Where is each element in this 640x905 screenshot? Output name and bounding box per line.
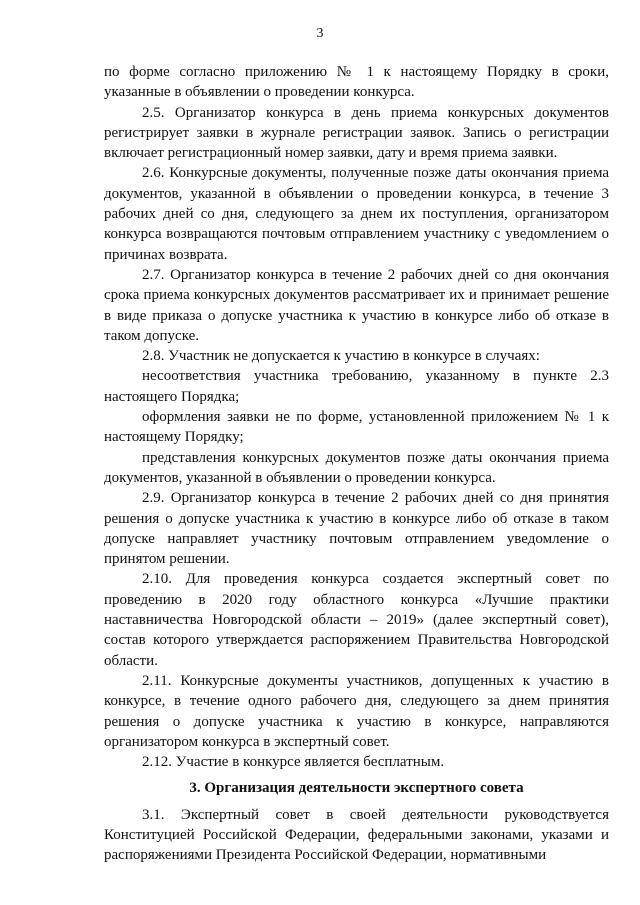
paragraph-2-9: 2.9. Организатор конкурса в течение 2 рабочих дней со дня принятия решения о допуске участника к участию в конкурсе либо об отказе в таком допуске направляет участнику почтовым отправлением уведомление о принятом решении.	[104, 490, 609, 568]
list-item-wrong-form: оформления заявки не по форме, установленной приложением № 1 к настоящему Порядку;	[104, 409, 609, 446]
paragraph-2-7: 2.7. Организатор конкурса в течение 2 рабочих дней со дня окончания срока приема конкурсных документов рассматривает их и принимает решение в виде приказа о допуске участника к участию в конкурсе либо об отказе в таком допуске.	[104, 266, 609, 344]
list-item-nonconformity: несоответствия участника требованию, указанному в пункте 2.3 настоящего Порядка;	[104, 368, 609, 405]
paragraph-2-6: 2.6. Конкурсные документы, полученные позже даты окончания приема документов, указанной в объявлении о проведении конкурса, в течение 3 рабочих дней со дня, следующего за днем их поступления, организатором конкурса возвращаются почтовым отправлением участнику с уведомлением о причинах возврата.	[104, 165, 609, 263]
document-body	[104, 62, 609, 866]
paragraph-2-8: 2.8. Участник не допускается к участию в конкурсе в случаях:	[142, 348, 540, 365]
paragraph-2-10: 2.10. Для проведения конкурса создается экспертный совет по проведению в 2020 году областного конкурса «Лучшие практики наставничества Новгородской области – 2019» (далее экспертный совет), состав которого утверждается распоряжением Правительства Новгородской области.	[104, 571, 609, 669]
paragraph-3-1: 3.1. Экспертный совет в своей деятельности руководствуется Конституцией Российской Федерации, федеральными законами, указами и распоряжениями Президента Российской Федерации, нормативными	[104, 806, 609, 864]
section-heading: 3. Организация деятельности экспертного совета	[189, 780, 524, 797]
paragraph-2-12: 2.12. Участие в конкурсе является бесплатным.	[142, 754, 445, 771]
page-number: 3	[316, 26, 324, 41]
paragraph-2-11: 2.11. Конкурсные документы участников, допущенных к участию в конкурсе, в течение одного рабочего дня, следующего за днем принятия решения о допуске участника к участию в конкурсе, направляются организатором конкурса в экспертный совет.	[104, 672, 609, 750]
paragraph-2-5: 2.5. Организатор конкурса в день приема конкурсных документов регистрирует заявки в журнале регистрации заявок. Запись о регистрации включает регистрационный номер заявки, дату и время приема заявки.	[104, 104, 609, 162]
list-item-late-submission: представления конкурсных документов позже даты окончания приема документов, указанной в объявлении о проведении конкурса.	[104, 449, 609, 486]
paragraph-continuation: по форме согласно приложению № 1 к настоящему Порядку в сроки, указанные в объявлении о проведении конкурса.	[104, 64, 609, 101]
